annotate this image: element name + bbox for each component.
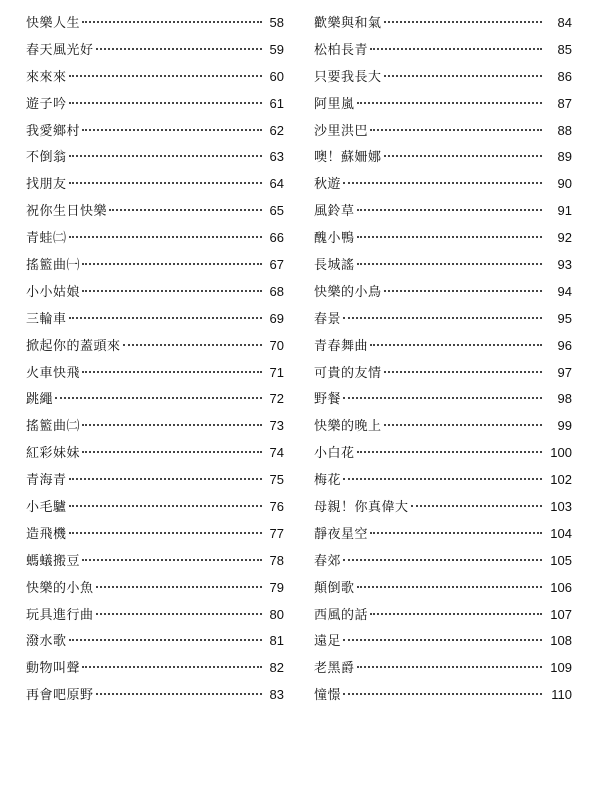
toc-column-left	[26, 10, 284, 709]
page-number: 105	[550, 552, 572, 568]
song-title: 阿里嵐	[314, 96, 355, 112]
toc-entry	[314, 225, 572, 252]
song-title: 只要我長大	[314, 69, 382, 85]
toc-entry	[26, 386, 284, 413]
page-number: 80	[269, 606, 284, 622]
song-title: 潑水歌	[26, 634, 67, 650]
page-number: 77	[269, 525, 284, 541]
page-number: 81	[269, 633, 284, 649]
dot-leader	[55, 397, 262, 399]
page-number: 73	[269, 418, 284, 434]
dot-leader	[384, 371, 542, 373]
song-title: 紅彩妹妹	[26, 446, 81, 462]
song-title: 快樂的小魚	[26, 580, 94, 596]
dot-leader	[370, 532, 542, 534]
page-number: 103	[550, 499, 572, 515]
song-title: 掀起你的蓋頭來	[26, 338, 121, 354]
song-title: 火車快飛	[26, 365, 81, 381]
song-title: 西風的話	[314, 607, 369, 623]
dot-leader	[82, 371, 262, 373]
dot-leader	[82, 559, 262, 561]
song-title: 螞蟻搬豆	[26, 553, 81, 569]
dot-leader	[343, 559, 542, 561]
dot-leader	[370, 48, 542, 50]
song-title: 春郊	[314, 553, 342, 569]
song-title: 來來來	[26, 69, 67, 85]
toc-entry	[314, 521, 572, 548]
song-title: 風鈴草	[314, 204, 355, 220]
page-number: 87	[557, 95, 572, 111]
toc-entry	[314, 252, 572, 279]
dot-leader	[343, 182, 542, 184]
toc-entry	[314, 64, 572, 91]
toc-entry	[314, 386, 572, 413]
dot-leader	[384, 21, 542, 23]
dot-leader	[343, 317, 542, 319]
page-number: 89	[557, 149, 572, 165]
toc-entry	[26, 118, 284, 145]
page-number: 110	[551, 687, 572, 703]
page-number: 59	[269, 41, 284, 57]
song-title: 顛倒歌	[314, 580, 355, 596]
song-title: 青海青	[26, 473, 67, 489]
page-number: 84	[557, 15, 572, 30]
page-number: 66	[269, 230, 284, 246]
toc-entry	[26, 225, 284, 252]
dot-leader	[357, 263, 542, 265]
dot-leader	[357, 102, 542, 104]
song-title: 青蛙㈡	[26, 231, 67, 247]
dot-leader	[96, 48, 262, 50]
song-title: 快樂的晚上	[314, 419, 382, 435]
song-title: 小小姑娘	[26, 284, 81, 300]
toc-entry	[26, 360, 284, 387]
song-title: 歡樂與和氣	[314, 16, 382, 31]
toc-entry	[314, 360, 572, 387]
toc-column-right	[314, 10, 572, 709]
toc-entry	[26, 306, 284, 333]
page-number: 92	[557, 230, 572, 246]
toc-entry	[314, 602, 572, 629]
toc-entry	[26, 548, 284, 575]
page-number: 58	[269, 15, 284, 30]
toc-entry	[314, 37, 572, 64]
toc-entry	[26, 440, 284, 467]
song-title: 松柏長青	[314, 42, 369, 58]
dot-leader	[82, 21, 262, 23]
song-title: 造飛機	[26, 526, 67, 542]
song-title: 老黑爵	[314, 661, 355, 677]
dot-leader	[343, 397, 542, 399]
dot-leader	[96, 613, 262, 615]
toc-entry	[314, 333, 572, 360]
toc-entry	[314, 306, 572, 333]
toc-entry	[26, 171, 284, 198]
toc-entry	[314, 682, 572, 709]
dot-leader	[384, 155, 542, 157]
song-title: 找朋友	[26, 177, 67, 193]
song-title: 玩具進行曲	[26, 607, 94, 623]
dot-leader	[384, 75, 542, 77]
page-number: 72	[269, 391, 284, 407]
dot-leader	[69, 155, 262, 157]
toc-entry	[314, 494, 572, 521]
page-number: 62	[269, 122, 284, 138]
toc-entry	[26, 467, 284, 494]
page-number: 64	[269, 176, 284, 192]
dot-leader	[357, 236, 542, 238]
toc-entry	[26, 279, 284, 306]
dot-leader	[82, 451, 262, 453]
dot-leader	[357, 209, 542, 211]
dot-leader	[109, 209, 262, 211]
dot-leader	[357, 586, 542, 588]
song-title: 祝你生日快樂	[26, 204, 108, 220]
page-number: 108	[550, 633, 572, 649]
dot-leader	[69, 478, 262, 480]
toc-entry	[314, 198, 572, 225]
dot-leader	[357, 451, 542, 453]
toc-entry	[26, 37, 284, 64]
toc-entry	[314, 10, 572, 37]
page-number: 88	[557, 122, 572, 138]
page-number: 60	[269, 68, 284, 84]
dot-leader	[82, 424, 262, 426]
song-title: 靜夜星空	[314, 526, 369, 542]
page-number: 69	[269, 310, 284, 326]
toc-entry	[26, 628, 284, 655]
toc-entry	[314, 279, 572, 306]
song-title: 青春舞曲	[314, 338, 369, 354]
page-number: 83	[269, 687, 284, 703]
song-title: 搖籃曲㈡	[26, 419, 81, 435]
dot-leader	[96, 693, 262, 695]
dot-leader	[343, 693, 542, 695]
song-title: 母親！你真偉大	[314, 500, 409, 516]
dot-leader	[96, 586, 262, 588]
toc-entry	[314, 548, 572, 575]
toc-entry	[26, 682, 284, 709]
page-number: 74	[269, 445, 284, 461]
toc-entry	[314, 91, 572, 118]
page-number: 91	[557, 203, 572, 219]
toc-entry	[314, 144, 572, 171]
page-number: 99	[557, 418, 572, 434]
page-number: 109	[550, 660, 572, 676]
song-title: 沙里洪巴	[314, 123, 369, 139]
song-title: 跳繩	[26, 392, 54, 408]
page-number: 94	[557, 283, 572, 299]
song-title: 三輪車	[26, 311, 67, 327]
page-number: 70	[269, 337, 284, 353]
song-title: 遠足	[314, 634, 342, 650]
dot-leader	[357, 666, 542, 668]
toc-entry	[26, 413, 284, 440]
page-number: 86	[557, 68, 572, 84]
toc-entry	[26, 198, 284, 225]
song-title: 春景	[314, 311, 342, 327]
dot-leader	[82, 129, 262, 131]
page-number: 75	[269, 472, 284, 488]
dot-leader	[69, 102, 262, 104]
toc-entry	[26, 252, 284, 279]
song-title: 小白花	[314, 446, 355, 462]
page-number: 65	[269, 203, 284, 219]
page-number: 68	[269, 283, 284, 299]
song-title: 遊子吟	[26, 96, 67, 112]
song-title: 我愛鄉村	[26, 123, 81, 139]
table-of-contents	[0, 10, 600, 770]
song-title: 噢！蘇姍娜	[314, 150, 382, 166]
toc-entry	[314, 413, 572, 440]
dot-leader	[82, 290, 262, 292]
page-number: 71	[269, 364, 284, 380]
toc-entry	[26, 494, 284, 521]
page-number: 98	[557, 391, 572, 407]
page-number: 100	[550, 445, 572, 461]
page-number: 104	[550, 525, 572, 541]
dot-leader	[82, 666, 262, 668]
toc-entry	[26, 10, 284, 37]
dot-leader	[384, 424, 542, 426]
toc-entry	[314, 171, 572, 198]
toc-entry	[314, 655, 572, 682]
toc-entry	[26, 64, 284, 91]
page-number: 107	[550, 606, 572, 622]
toc-entry	[26, 655, 284, 682]
toc-entry	[26, 521, 284, 548]
song-title: 可貴的友情	[314, 365, 382, 381]
page-number: 85	[557, 41, 572, 57]
dot-leader	[69, 317, 262, 319]
page-number: 63	[269, 149, 284, 165]
song-title: 春天風光好	[26, 42, 94, 58]
song-title: 再會吧原野	[26, 688, 94, 704]
toc-entry	[314, 575, 572, 602]
dot-leader	[370, 613, 542, 615]
dot-leader	[69, 532, 262, 534]
page-number: 93	[557, 257, 572, 273]
toc-entry	[314, 440, 572, 467]
dot-leader	[384, 290, 542, 292]
dot-leader	[343, 639, 542, 641]
toc-entry	[26, 91, 284, 118]
page-number: 78	[269, 552, 284, 568]
dot-leader	[343, 478, 542, 480]
dot-leader	[69, 75, 262, 77]
page-number: 79	[269, 579, 284, 595]
page-number: 97	[557, 364, 572, 380]
dot-leader	[69, 639, 262, 641]
toc-entry	[26, 602, 284, 629]
dot-leader	[123, 344, 262, 346]
song-title: 野餐	[314, 392, 342, 408]
song-title: 長城謠	[314, 258, 355, 274]
toc-entry	[314, 467, 572, 494]
page-number: 82	[269, 660, 284, 676]
song-title: 梅花	[314, 473, 342, 489]
song-title: 醜小鴨	[314, 231, 355, 247]
dot-leader	[411, 505, 542, 507]
song-title: 憧憬	[314, 688, 342, 704]
page-number: 102	[550, 472, 572, 488]
toc-entry	[26, 333, 284, 360]
song-title: 快樂的小鳥	[314, 284, 382, 300]
dot-leader	[69, 505, 262, 507]
toc-entry	[26, 575, 284, 602]
page-number: 90	[557, 176, 572, 192]
toc-entry	[314, 118, 572, 145]
toc-entry	[26, 144, 284, 171]
page-number: 67	[269, 257, 284, 273]
dot-leader	[69, 182, 262, 184]
page-number: 96	[557, 337, 572, 353]
page-number: 76	[269, 499, 284, 515]
page-number: 95	[557, 310, 572, 326]
dot-leader	[370, 344, 542, 346]
page-number: 61	[269, 95, 284, 111]
toc-entry	[314, 628, 572, 655]
dot-leader	[82, 263, 262, 265]
song-title: 不倒翁	[26, 150, 67, 166]
dot-leader	[370, 129, 542, 131]
song-title: 動物叫聲	[26, 661, 81, 677]
song-title: 快樂人生	[26, 16, 81, 31]
dot-leader	[69, 236, 262, 238]
song-title: 小毛驢	[26, 500, 67, 516]
page-number: 106	[550, 579, 572, 595]
song-title: 搖籃曲㈠	[26, 258, 81, 274]
song-title: 秋遊	[314, 177, 342, 193]
